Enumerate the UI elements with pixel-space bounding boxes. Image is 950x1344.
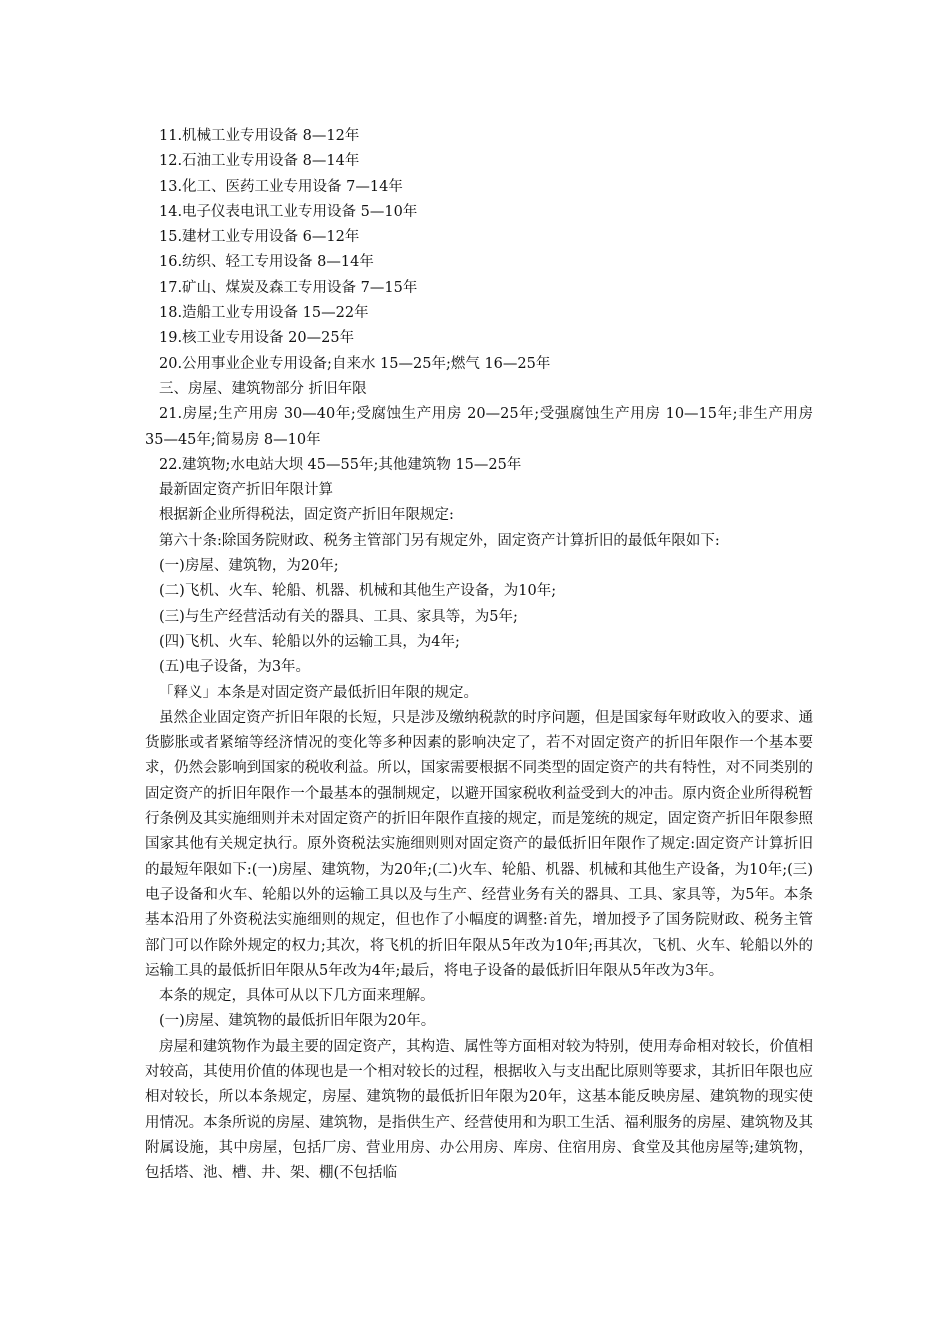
text-line: 20.公用事业企业专用设备;自来水 15—25年;燃气 16—25年 [159, 355, 551, 372]
text-line: 13.化工、医药工业专用设备 7—14年 [159, 178, 403, 195]
subheading: 最新固定资产折旧年限计算 [159, 482, 333, 499]
list-item: (一)房屋、建筑物，为20年; [159, 558, 339, 575]
text-line: (一)房屋、建筑物的最低折旧年限为20年。 [159, 1013, 436, 1030]
section-heading: 三、房屋、建筑物部分 折旧年限 [159, 380, 367, 397]
text-line: 22.建筑物;水电站大坝 45—55年;其他建筑物 15—25年 [159, 456, 522, 473]
interpretation-line: 「释义」本条是对固定资产最低折旧年限的规定。 [159, 684, 478, 701]
list-item: (五)电子设备，为3年。 [159, 659, 311, 676]
text-line: 16.纺织、轻工专用设备 8—14年 [159, 254, 374, 271]
document-body [145, 124, 813, 1186]
text-line: 本条的规定，具体可从以下几方面来理解。 [159, 988, 435, 1005]
list-item: (四)飞机、火车、轮船以外的运输工具，为4年; [159, 633, 460, 650]
paragraph-buildings: 房屋和建筑物作为最主要的固定资产，其构造、属性等方面相对较为特别，使用寿命相对较长，价值相对较高，其使用价值的体现也是一个相对较长的过程，根据收入与支出配比原则等要求，其折旧年限也应相对较长，所以本条规定，房屋、建筑物的最低折旧年限为20年，这基本能反映房屋、建筑物的现实使用情况。本条所说的房屋、建筑物，是指供生产、经营使用和为职工生活、福利服务的房屋、建筑物及其附属设施，其中房屋，包括厂房、营业用房、办公用房、库房、住宿用房、食堂及其他房屋等;建筑物，包括塔、池、槽、井、架、棚(不包括临 [145, 1038, 813, 1182]
text-line: 11.机械工业专用设备 8—12年 [159, 128, 360, 144]
paragraph-item-21: 21.房屋;生产用房 30—40年;受腐蚀生产用房 20—25年;受强腐蚀生产用房 10—15年;非生产用房 35—45年;简易房 8—10年 [145, 406, 813, 448]
list-item: (三)与生产经营活动有关的器具、工具、家具等，为5年; [159, 608, 518, 625]
text-line: 18.造船工业专用设备 15—22年 [159, 305, 369, 322]
text-line: 14.电子仪表电讯工业专用设备 5—10年 [159, 203, 418, 220]
text-line: 15.建材工业专用设备 6—12年 [159, 229, 360, 246]
paragraph-main: 虽然企业固定资产折旧年限的长短，只是涉及缴纳税款的时序问题，但是国家每年财政收入的要求、通货膨胀或者紧缩等经济情况的变化等多种因素的影响决定了，若不对固定资产的折旧年限作一个基本要求，仍然会影响到国家的税收利益。所以，国家需要根据不同类型的固定资产的共有特性，对不同类别的固定资产的折旧年限作一个最基本的强制规定，以避开国家税收利益受到大的冲击。原内资企业所得税暂行条例及其实施细则并未对固定资产的折旧年限作直接的规定，而是笼统的规定，固定资产折旧年限参照国家其他有关规定执行。原外资税法实施细则则对固定资产的最低折旧年限作了规定:固定资产计算折旧的最短年限如下:(一)房屋、建筑物，为20年;(二)火车、轮船、机器、机械和其他生产设备，为10年;(三)电子设备和火车、轮船以外的运输工具以及与生产、经营业务有关的器具、工具、家具等，为5年。本条基本沿用了外资税法实施细则的规定，但也作了小幅度的调整:首先，增加授予了国务院财政、税务主管部门可以作除外规定的权力;其次，将飞机的折旧年限从5年改为10年;再其次，飞机、火车、轮船以外的运输工具的最低折旧年限从5年改为4年;最后，将电子设备的最低折旧年限从5年改为3年。 [145, 709, 813, 979]
text-line: 17.矿山、煤炭及森工专用设备 7—15年 [159, 279, 418, 296]
text-line: 根据新企业所得税法，固定资产折旧年限规定: [159, 507, 454, 524]
text-line: 12.石油工业专用设备 8—14年 [159, 153, 360, 170]
text-line: 19.核工业专用设备 20—25年 [159, 330, 355, 347]
list-item: (二)飞机、火车、轮船、机器、机械和其他生产设备，为10年; [159, 583, 557, 600]
article-line: 第六十条:除国务院财政、税务主管部门另有规定外，固定资产计算折旧的最低年限如下: [159, 532, 720, 549]
